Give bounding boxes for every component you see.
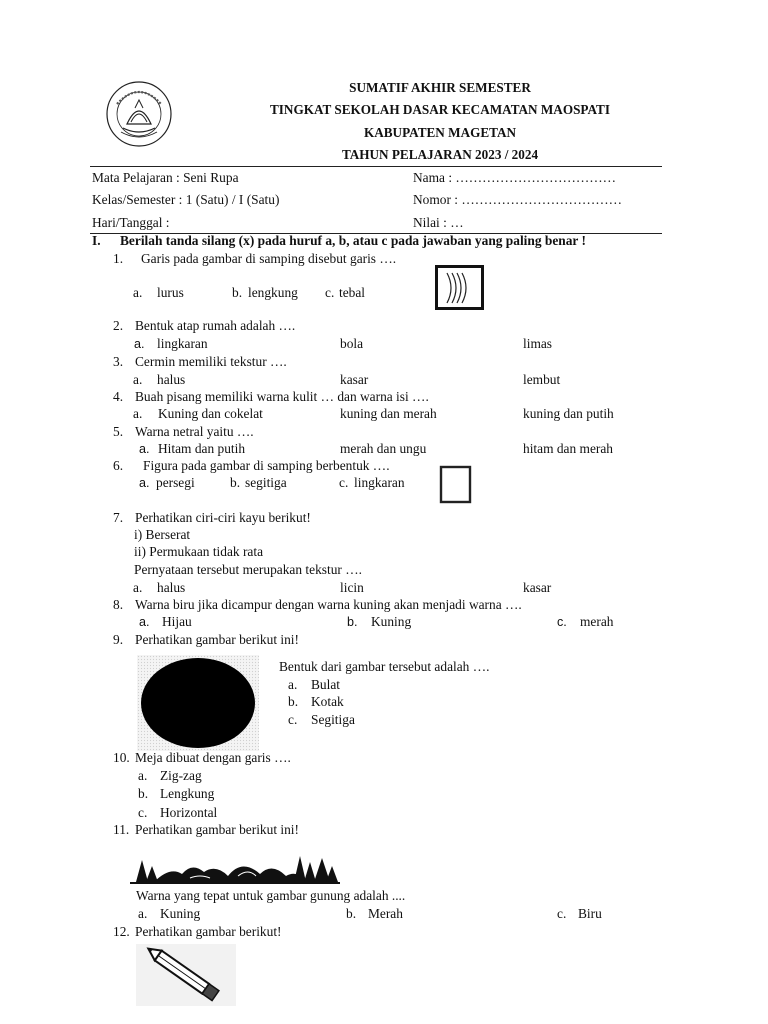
option-letter: c. bbox=[339, 475, 349, 490]
option-letter: a. bbox=[139, 442, 150, 456]
option-letter: a. bbox=[133, 580, 143, 595]
header-title: SUMATIF AKHIR SEMESTER bbox=[349, 80, 531, 95]
question-text: Perhatikan gambar berikut ini! bbox=[135, 822, 299, 837]
question-number: 11. bbox=[113, 822, 130, 837]
option-text[interactable]: kasar bbox=[523, 580, 552, 595]
header-divider-top bbox=[90, 166, 662, 167]
question-number: 4. bbox=[113, 389, 124, 404]
option-letter: a. bbox=[133, 372, 143, 387]
option-text[interactable]: Zig-zag bbox=[160, 768, 202, 783]
score-field[interactable]: Nilai : … bbox=[413, 215, 464, 230]
name-field[interactable]: Nama : ……………………………… bbox=[413, 170, 617, 185]
question-stem: Pernyataan tersebut merupakan tekstur …. bbox=[134, 562, 362, 577]
option-letter: c. bbox=[557, 906, 567, 921]
question-stem: Warna yang tepat untuk gambar gunung adalah .... bbox=[136, 888, 406, 903]
black-circle-image bbox=[137, 655, 259, 751]
option-text[interactable]: lurus bbox=[157, 285, 184, 300]
option-text[interactable]: limas bbox=[523, 336, 553, 351]
option-letter: c. bbox=[557, 615, 567, 629]
option-text[interactable]: Bulat bbox=[311, 677, 341, 692]
frame-image bbox=[439, 465, 473, 505]
question-text: Garis pada gambar di samping disebut garis …. bbox=[141, 251, 397, 266]
header-year: TAHUN PELAJARAN 2023 / 2024 bbox=[341, 147, 539, 162]
number-field[interactable]: Nomor : ……………………………… bbox=[413, 192, 623, 207]
option-text[interactable]: Merah bbox=[368, 906, 403, 921]
option-letter: a. bbox=[134, 337, 145, 351]
question-number: 2. bbox=[113, 318, 124, 333]
option-letter: c. bbox=[138, 805, 148, 820]
option-text[interactable]: lingkaran bbox=[157, 336, 208, 351]
option-text[interactable]: Kuning bbox=[371, 614, 412, 629]
option-text[interactable]: licin bbox=[340, 580, 364, 595]
option-text[interactable]: Hitam dan putih bbox=[158, 441, 246, 456]
option-text[interactable]: Biru bbox=[578, 906, 602, 921]
option-letter: b. bbox=[347, 615, 358, 629]
question-text: Perhatikan gambar berikut ini! bbox=[135, 632, 299, 647]
option-letter: b. bbox=[232, 285, 243, 300]
option-text[interactable]: kasar bbox=[340, 372, 369, 387]
question-text: Cermin memiliki tekstur …. bbox=[135, 354, 287, 369]
question-number: 6. bbox=[113, 458, 124, 473]
option-letter: a. bbox=[138, 906, 148, 921]
statement-item: i) Berserat bbox=[134, 527, 191, 542]
question-text: Bentuk atap rumah adalah …. bbox=[135, 318, 296, 333]
option-text[interactable]: lembut bbox=[523, 372, 561, 387]
question-text: Meja dibuat dengan garis …. bbox=[135, 750, 291, 765]
question-text: Perhatikan ciri-ciri kayu berikut! bbox=[135, 510, 311, 525]
question-text: Perhatikan gambar berikut! bbox=[135, 924, 282, 939]
pencil-image bbox=[136, 944, 236, 1006]
option-text[interactable]: lengkung bbox=[248, 285, 298, 300]
option-text[interactable]: halus bbox=[157, 580, 186, 595]
option-text[interactable]: bola bbox=[340, 336, 364, 351]
option-text[interactable]: segitiga bbox=[245, 475, 287, 490]
section-numeral: I. bbox=[92, 233, 101, 248]
option-letter: b. bbox=[230, 475, 241, 490]
question-text: Warna netral yaitu …. bbox=[135, 424, 254, 439]
option-letter: a. bbox=[133, 285, 143, 300]
question-number: 12. bbox=[113, 924, 130, 939]
option-text[interactable]: Kuning dan cokelat bbox=[158, 406, 263, 421]
option-letter: a. bbox=[138, 768, 148, 783]
option-text[interactable]: merah dan ungu bbox=[340, 441, 427, 456]
option-text[interactable]: lingkaran bbox=[354, 475, 405, 490]
question-number: 5. bbox=[113, 424, 124, 439]
option-text[interactable]: kuning dan merah bbox=[340, 406, 437, 421]
option-text[interactable]: Hijau bbox=[162, 614, 192, 629]
mountain-landscape-image bbox=[130, 852, 340, 886]
option-text[interactable]: hitam dan merah bbox=[523, 441, 613, 456]
option-text[interactable]: kuning dan putih bbox=[523, 406, 614, 421]
option-text[interactable]: Kotak bbox=[311, 694, 344, 709]
option-letter: a. bbox=[133, 406, 143, 421]
question-text: Buah pisang memiliki warna kulit … dan warna isi …. bbox=[135, 389, 429, 404]
option-letter: b. bbox=[346, 906, 357, 921]
curved-lines-image bbox=[435, 265, 485, 311]
subject-label: Mata Pelajaran : Seni Rupa bbox=[92, 170, 239, 185]
question-number: 10. bbox=[113, 750, 130, 765]
option-letter: a. bbox=[139, 476, 150, 490]
option-letter: a. bbox=[288, 677, 298, 692]
date-label: Hari/Tanggal : bbox=[92, 215, 170, 230]
statement-item: ii) Permukaan tidak rata bbox=[134, 544, 264, 559]
header-level: TINGKAT SEKOLAH DASAR KECAMATAN MAOSPATI bbox=[270, 102, 610, 117]
class-label: Kelas/Semester : 1 (Satu) / I (Satu) bbox=[92, 192, 280, 207]
option-text[interactable]: Horizontal bbox=[160, 805, 218, 820]
option-letter: c. bbox=[325, 285, 335, 300]
option-text[interactable]: Segitiga bbox=[311, 712, 355, 727]
question-number: 3. bbox=[113, 354, 124, 369]
option-text[interactable]: Lengkung bbox=[160, 786, 215, 801]
section-instruction: Berilah tanda silang (x) pada huruf a, b, atau c pada jawaban yang paling benar ! bbox=[120, 233, 586, 248]
header-regency: KABUPATEN MAGETAN bbox=[363, 125, 517, 140]
option-text[interactable]: halus bbox=[157, 372, 186, 387]
question-stem: Bentuk dari gambar tersebut adalah …. bbox=[279, 659, 490, 674]
option-text[interactable]: tebal bbox=[339, 285, 366, 300]
question-number: 7. bbox=[113, 510, 124, 525]
option-text[interactable]: merah bbox=[580, 614, 614, 629]
question-text: Figura pada gambar di samping berbentuk …. bbox=[143, 458, 390, 473]
option-letter: b. bbox=[288, 694, 299, 709]
option-text[interactable]: persegi bbox=[156, 475, 195, 490]
question-text: Warna biru jika dicampur dengan warna kuning akan menjadi warna …. bbox=[135, 597, 522, 612]
option-letter: c. bbox=[288, 712, 298, 727]
option-text[interactable]: Kuning bbox=[160, 906, 201, 921]
question-number: 1. bbox=[113, 251, 124, 266]
question-number: 8. bbox=[113, 597, 124, 612]
option-letter: a. bbox=[139, 615, 150, 629]
option-letter: b. bbox=[138, 786, 149, 801]
question-number: 9. bbox=[113, 632, 124, 647]
